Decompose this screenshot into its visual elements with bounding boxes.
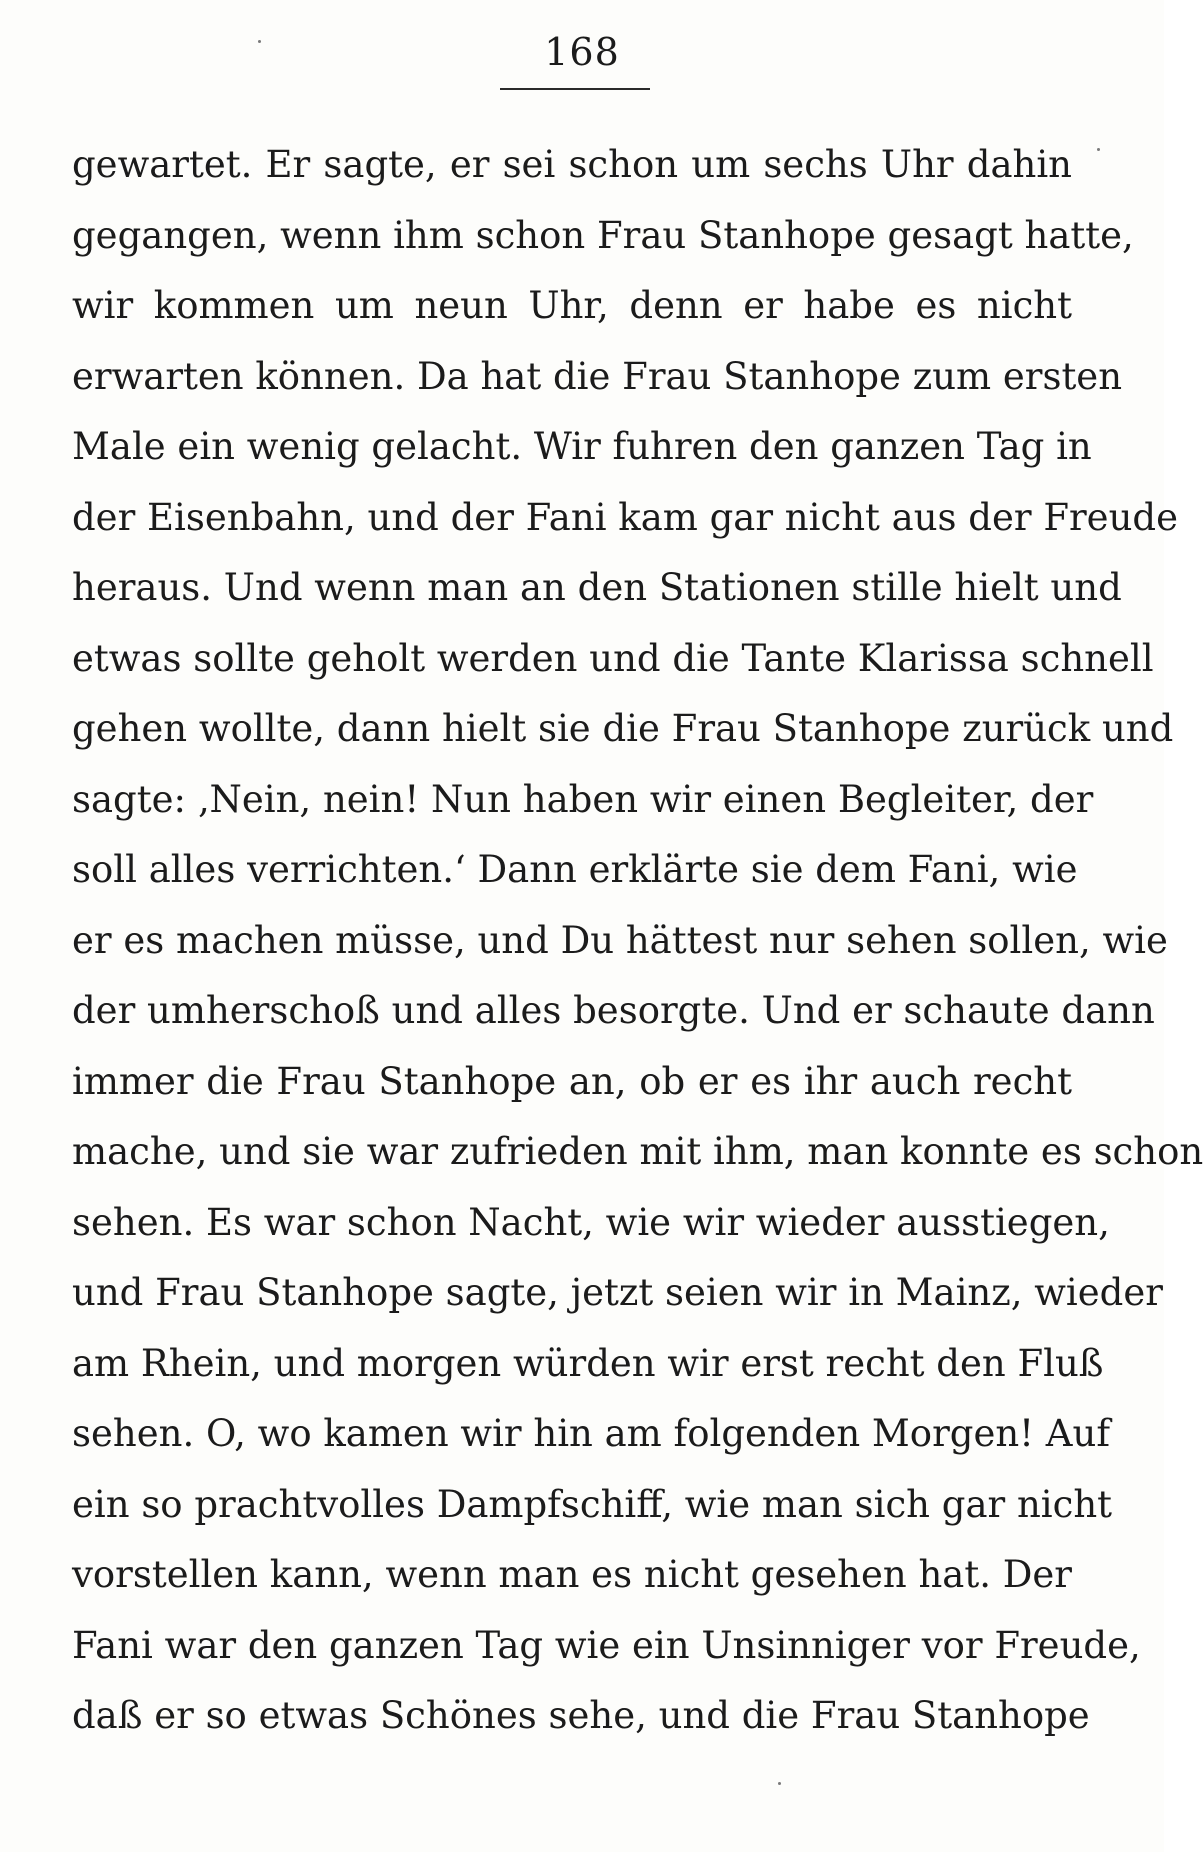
text-line: ein so prachtvolles Dampfschiff, wie man sich gar nicht [72, 1482, 1113, 1526]
text-line: daß er so etwas Schönes sehe, und die Frau Stanhope [72, 1694, 1090, 1737]
body-text [72, 130, 1203, 1752]
text-line: etwas sollte geholt werden und die Tante Klarissa schnell [72, 636, 1154, 680]
header-rule [500, 88, 650, 90]
text-line: soll alles verrichten.‘ Dann erklärte sie dem Fani, wie [72, 848, 1078, 891]
text-line: immer die Frau Stanhope an, ob er es ihr auch recht [72, 1059, 1072, 1103]
text-line: Fani war den ganzen Tag wie ein Unsinniger vor Freude, [72, 1623, 1141, 1667]
text-line: der umherschoß und alles besorgte. Und er schaute dann [72, 989, 1155, 1032]
text-line: er es machen müsse, und Du hättest nur sehen sollen, wie [72, 918, 1168, 962]
text-line: erwarten können. Da hat die Frau Stanhope zum ersten [72, 354, 1123, 398]
text-line: gehen wollte, dann hielt sie die Frau Stanhope zurück und [72, 707, 1174, 750]
text-line: sehen. Es war schon Nacht, wie wir wieder ausstiegen, [72, 1200, 1110, 1244]
text-line: mache, und sie war zufrieden mit ihm, man konnte es schon [72, 1130, 1203, 1173]
text-line: gewartet. Er sagte, er sei schon um sechs Uhr dahin [72, 143, 1072, 186]
text-line: und Frau Stanhope sagte, jetzt seien wir in Mainz, wieder [72, 1271, 1163, 1314]
paper-speck [1097, 148, 1100, 151]
text-line: der Eisenbahn, und der Fani kam gar nicht aus der Freude [72, 495, 1178, 539]
page-number: 168 [544, 30, 620, 74]
text-line: gegangen, wenn ihm schon Frau Stanhope gesagt hatte, [72, 213, 1134, 257]
text-line: Male ein wenig gelacht. Wir fuhren den ganzen Tag in [72, 425, 1092, 468]
text-line: sagte: ‚Nein, nein! Nun haben wir einen Begleiter, der [72, 777, 1094, 821]
paper-speck [258, 40, 261, 43]
text-line: heraus. Und wenn man an den Stationen stille hielt und [72, 566, 1122, 609]
text-line: sehen. O, wo kamen wir hin am folgenden Morgen! Auf [72, 1412, 1111, 1455]
text-line: vorstellen kann, wenn man es nicht gesehen hat. Der [72, 1553, 1072, 1596]
text-line: am Rhein, und morgen würden wir erst recht den Fluß [72, 1341, 1104, 1385]
text-line: wir kommen um neun Uhr, denn er habe es nicht [72, 284, 1072, 327]
paper-speck [778, 1782, 781, 1785]
